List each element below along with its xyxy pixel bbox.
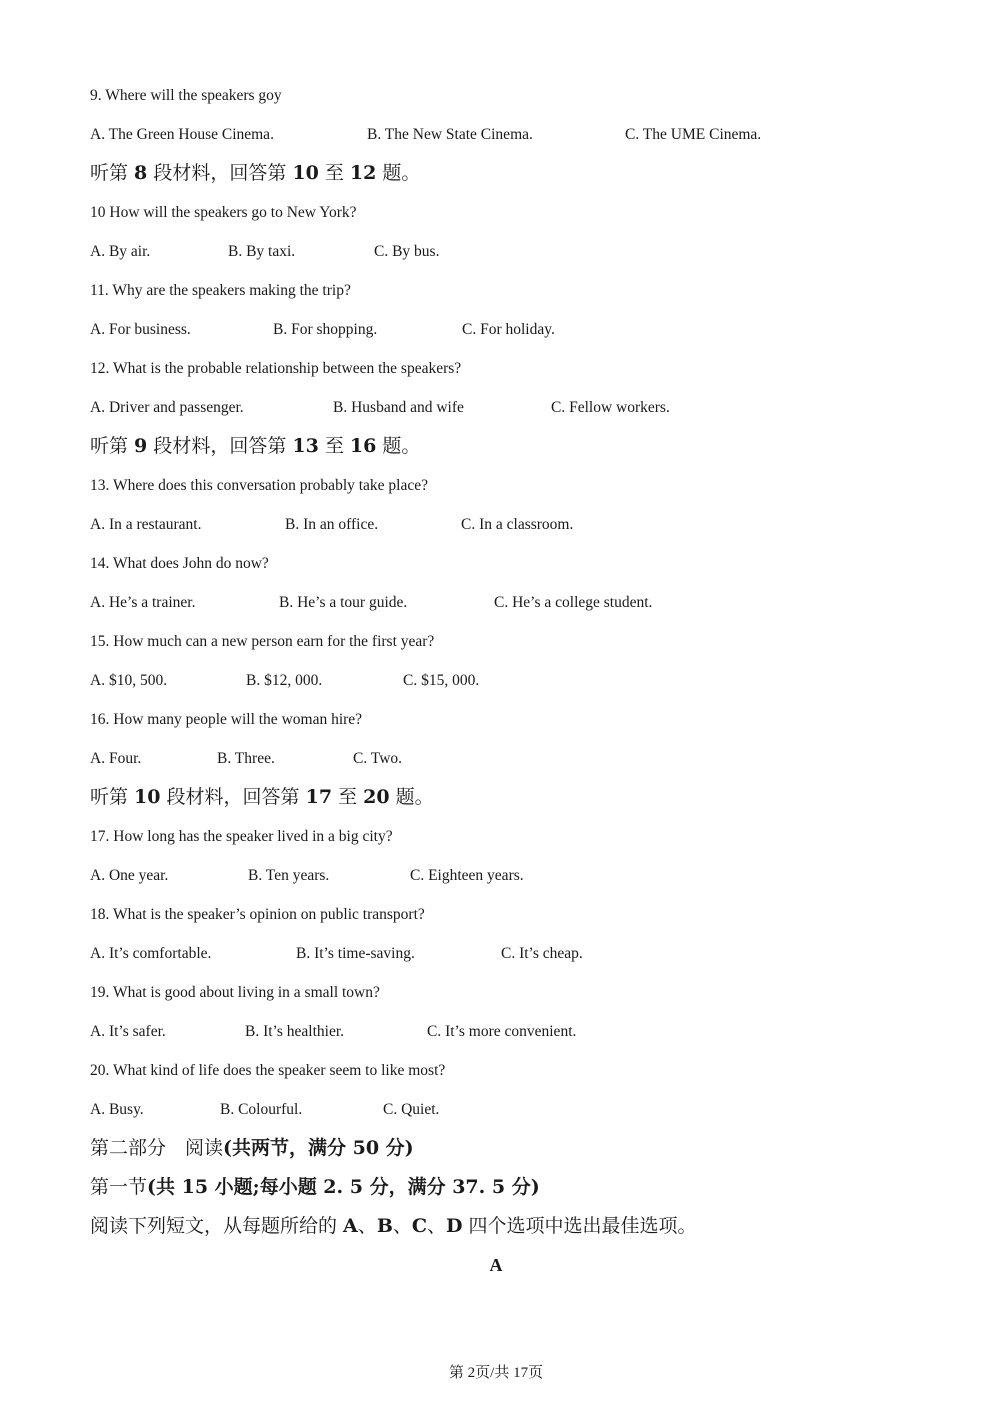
section-heading-9: 听第 9 段材料，回答第 13 至 16 题。 <box>90 435 421 457</box>
q18-option-c: C. It’s cheap. <box>501 945 583 962</box>
q16-option-b: B. Three. <box>217 750 275 767</box>
q20-option-b: B. Colourful. <box>220 1101 303 1118</box>
q13-option-a: A. In a restaurant. <box>90 516 202 533</box>
q20-option-c: C. Quiet. <box>383 1101 440 1118</box>
question-13: 13. Where does this conversation probably take place? <box>90 477 429 494</box>
q19-option-c: C. It’s more convenient. <box>427 1023 577 1040</box>
q16-option-a: A. Four. <box>90 750 142 767</box>
section-heading-10: 听第 10 段材料，回答第 17 至 20 题。 <box>90 786 434 808</box>
q10-option-a: A. By air. <box>90 243 151 260</box>
q10-option-c: C. By bus. <box>374 243 440 260</box>
q14-option-a: A. He’s a trainer. <box>90 594 196 611</box>
question-17: 17. How long has the speaker lived in a big city? <box>90 828 393 845</box>
passage-label: A <box>489 1255 503 1275</box>
question-14: 14. What does John do now? <box>90 555 269 572</box>
part-two-heading: 第二部分 阅读(共两节，满分 50 分) <box>90 1137 414 1159</box>
q11-option-c: C. For holiday. <box>462 321 555 338</box>
q16-option-c: C. Two. <box>353 750 403 767</box>
q20-option-a: A. Busy. <box>90 1101 144 1118</box>
question-15: 15. How much can a new person earn for the first year? <box>90 633 435 650</box>
q9-option-b: B. The New State Cinema. <box>367 126 533 143</box>
q15-option-a: A. $10, 500. <box>90 672 168 689</box>
q10-option-b: B. By taxi. <box>228 243 296 260</box>
q14-option-c: C. He’s a college student. <box>494 594 653 611</box>
reading-instruction: 阅读下列短文，从每题所给的 A、B、C、D 四个选项中选出最佳选项。 <box>90 1215 697 1237</box>
q12-option-c: C. Fellow workers. <box>551 399 670 416</box>
q17-option-b: B. Ten years. <box>248 867 330 884</box>
question-12: 12. What is the probable relationship between the speakers? <box>90 360 462 377</box>
q12-option-a: A. Driver and passenger. <box>90 399 244 416</box>
question-16: 16. How many people will the woman hire? <box>90 711 363 728</box>
q11-option-a: A. For business. <box>90 321 191 338</box>
question-9: 9. Where will the speakers goy <box>90 87 282 104</box>
q9-option-c: C. The UME Cinema. <box>625 126 762 143</box>
q19-option-a: A. It’s safer. <box>90 1023 166 1040</box>
q11-option-b: B. For shopping. <box>273 321 378 338</box>
q15-option-b: B. $12, 000. <box>246 672 323 689</box>
section-one-heading: 第一节(共 15 小题;每小题 2. 5 分，满分 37. 5 分) <box>90 1176 540 1198</box>
q17-option-a: A. One year. <box>90 867 169 884</box>
q13-option-c: C. In a classroom. <box>461 516 574 533</box>
question-18: 18. What is the speaker’s opinion on public transport? <box>90 906 425 923</box>
q18-option-a: A. It’s comfortable. <box>90 945 212 962</box>
section-heading-8: 听第 8 段材料，回答第 10 至 12 题。 <box>90 162 421 184</box>
question-11: 11. Why are the speakers making the trip? <box>90 282 351 299</box>
q14-option-b: B. He’s a tour guide. <box>279 594 408 611</box>
q12-option-b: B. Husband and wife <box>333 399 464 416</box>
q13-option-b: B. In an office. <box>285 516 379 533</box>
q18-option-b: B. It’s time-saving. <box>296 945 415 962</box>
question-20: 20. What kind of life does the speaker seem to like most? <box>90 1062 446 1079</box>
question-10: 10 How will the speakers go to New York? <box>90 204 357 221</box>
page-footer: 第 2页/共 17页 <box>448 1365 544 1381</box>
question-19: 19. What is good about living in a small town? <box>90 984 380 1001</box>
q9-option-a: A. The Green House Cinema. <box>90 126 274 143</box>
q19-option-b: B. It’s healthier. <box>245 1023 345 1040</box>
q17-option-c: C. Eighteen years. <box>410 867 524 884</box>
q15-option-c: C. $15, 000. <box>403 672 480 689</box>
